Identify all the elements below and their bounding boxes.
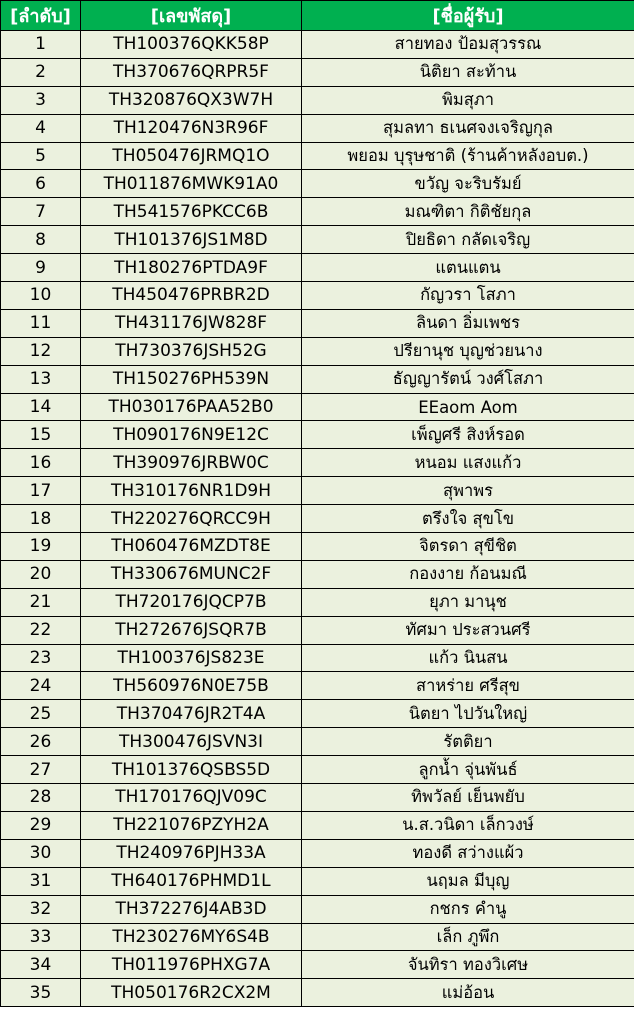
tracking-number: TH221076PZYH2A (81, 811, 302, 839)
row-number: 8 (1, 226, 81, 254)
tracking-number: TH560976N0E75B (81, 672, 302, 700)
recipient-name: แก้ว นินสน (302, 644, 634, 672)
row-number: 26 (1, 728, 81, 756)
table-row (1, 923, 634, 951)
recipient-name: มณฑิตา กิติชัยกุล (302, 198, 634, 226)
tracking-number: TH541576PKCC6B (81, 198, 302, 226)
recipient-name: หนอม แสงแก้ว (302, 449, 634, 477)
tracking-number: TH372276J4AB3D (81, 895, 302, 923)
tracking-number: TH370476JR2T4A (81, 700, 302, 728)
recipient-name: EEaom Aom (302, 393, 634, 421)
row-number: 22 (1, 616, 81, 644)
tracking-number: TH431176JW828F (81, 309, 302, 337)
row-number: 4 (1, 114, 81, 142)
header-row (1, 1, 634, 31)
tracking-number: TH101376QSBS5D (81, 756, 302, 784)
table-row (1, 588, 634, 616)
tracking-number: TH101376JS1M8D (81, 226, 302, 254)
table-row (1, 895, 634, 923)
row-number: 25 (1, 700, 81, 728)
tracking-number: TH730376JSH52G (81, 337, 302, 365)
recipient-name: กองงาย ก้อนมณี (302, 560, 634, 588)
recipient-name: แตนแตน (302, 254, 634, 282)
table-row (1, 951, 634, 979)
table-row (1, 170, 634, 198)
row-number: 19 (1, 533, 81, 561)
row-number: 12 (1, 337, 81, 365)
tracking-number: TH220276QRCC9H (81, 505, 302, 533)
recipient-name: ปิยธิดา กลัดเจริญ (302, 226, 634, 254)
tracking-number: TH150276PH539N (81, 365, 302, 393)
recipient-name: สุพาพร (302, 477, 634, 505)
header-tracking: [เลขพัสดุ] (81, 1, 302, 31)
recipient-name: จันทิรา ทองวิเศษ (302, 951, 634, 979)
recipient-name: พิมสุภา (302, 86, 634, 114)
recipient-name: สายทอง ป้อมสุวรรณ (302, 31, 634, 59)
tracking-number: TH390976JRBW0C (81, 449, 302, 477)
recipient-name: แม่อ้อน (302, 979, 634, 1007)
table-row (1, 309, 634, 337)
table-row (1, 700, 634, 728)
row-number: 13 (1, 365, 81, 393)
row-number: 30 (1, 839, 81, 867)
table-row (1, 58, 634, 86)
recipient-name: ลินดา อิ่มเพชร (302, 309, 634, 337)
table-row (1, 282, 634, 310)
table-row (1, 421, 634, 449)
table-row (1, 839, 634, 867)
table-row (1, 114, 634, 142)
tracking-number: TH050476JRMQ1O (81, 142, 302, 170)
tracking-number: TH120476N3R96F (81, 114, 302, 142)
tracking-number: TH100376JS823E (81, 644, 302, 672)
table-row (1, 198, 634, 226)
tracking-number: TH330676MUNC2F (81, 560, 302, 588)
row-number: 5 (1, 142, 81, 170)
tracking-number: TH300476JSVN3I (81, 728, 302, 756)
tracking-number: TH100376QKK58P (81, 31, 302, 59)
table-row (1, 142, 634, 170)
tracking-number: TH370676QRPR5F (81, 58, 302, 86)
tracking-number: TH240976PJH33A (81, 839, 302, 867)
tracking-number: TH090176N9E12C (81, 421, 302, 449)
header-recipient: [ชื่อผู้รับ] (302, 1, 634, 31)
recipient-name: ทิพวัลย์ เย็นพยับ (302, 784, 634, 812)
recipient-name: สุมลทา ธเนศจงเจริญกุล (302, 114, 634, 142)
recipient-name: เล็ก ภูพึก (302, 923, 634, 951)
recipient-name: ยุภา มานุช (302, 588, 634, 616)
row-number: 27 (1, 756, 81, 784)
table-row (1, 728, 634, 756)
tracking-number: TH640176PHMD1L (81, 867, 302, 895)
table-row (1, 811, 634, 839)
row-number: 35 (1, 979, 81, 1007)
row-number: 9 (1, 254, 81, 282)
tracking-number: TH230276MY6S4B (81, 923, 302, 951)
row-number: 32 (1, 895, 81, 923)
recipient-name: ทองดี สว่างแผ้ว (302, 839, 634, 867)
tracking-number: TH310176NR1D9H (81, 477, 302, 505)
recipient-name: ธัญญารัตน์ วงศ์โสภา (302, 365, 634, 393)
table-row (1, 86, 634, 114)
table-row (1, 337, 634, 365)
row-number: 31 (1, 867, 81, 895)
recipient-name: ลูกน้ำ จุ่นพันธ์ (302, 756, 634, 784)
row-number: 33 (1, 923, 81, 951)
row-number: 17 (1, 477, 81, 505)
row-number: 20 (1, 560, 81, 588)
table-row (1, 616, 634, 644)
row-number: 7 (1, 198, 81, 226)
tracking-number: TH050176R2CX2M (81, 979, 302, 1007)
tracking-number: TH011976PHXG7A (81, 951, 302, 979)
recipient-name: เพ็ญศรี สิงห์รอด (302, 421, 634, 449)
table-row (1, 449, 634, 477)
recipient-name: กชกร คำนู (302, 895, 634, 923)
row-number: 23 (1, 644, 81, 672)
recipient-name: ขวัญ จะริบรัมย์ (302, 170, 634, 198)
table-row (1, 505, 634, 533)
table-row (1, 644, 634, 672)
recipient-name: พยอม บุรุษชาติ (ร้านค้าหลังอบต.) (302, 142, 634, 170)
tracking-number: TH170176QJV09C (81, 784, 302, 812)
recipient-name: น.ส.วนิดา เล็กวงษ์ (302, 811, 634, 839)
tracking-number: TH720176JQCP7B (81, 588, 302, 616)
row-number: 11 (1, 309, 81, 337)
row-number: 18 (1, 505, 81, 533)
recipient-name: รัตติยา (302, 728, 634, 756)
row-number: 10 (1, 282, 81, 310)
tracking-number: TH450476PRBR2D (81, 282, 302, 310)
table-body (1, 31, 634, 1007)
recipient-name: นฤมล มีบุญ (302, 867, 634, 895)
row-number: 29 (1, 811, 81, 839)
recipient-name: นิติยา สะท้าน (302, 58, 634, 86)
table-row (1, 477, 634, 505)
tracking-number: TH030176PAA52B0 (81, 393, 302, 421)
recipient-name: ตรึงใจ สุขโข (302, 505, 634, 533)
table-row (1, 784, 634, 812)
recipient-name: ทัศมา ประสวนศรี (302, 616, 634, 644)
table-row (1, 31, 634, 59)
header-number: [ลำดับ] (1, 1, 81, 31)
table-row (1, 756, 634, 784)
recipient-name: ปรียานุช บุญช่วยนาง (302, 337, 634, 365)
tracking-number: TH272676JSQR7B (81, 616, 302, 644)
row-number: 34 (1, 951, 81, 979)
row-number: 21 (1, 588, 81, 616)
row-number: 2 (1, 58, 81, 86)
row-number: 16 (1, 449, 81, 477)
row-number: 6 (1, 170, 81, 198)
recipient-name: สาหร่าย ศรีสุข (302, 672, 634, 700)
tracking-number: TH060476MZDT8E (81, 533, 302, 561)
row-number: 15 (1, 421, 81, 449)
table-row (1, 226, 634, 254)
row-number: 1 (1, 31, 81, 59)
table-row (1, 533, 634, 561)
tracking-number: TH180276PTDA9F (81, 254, 302, 282)
tracking-number: TH011876MWK91A0 (81, 170, 302, 198)
recipient-name: จิตรดา สุขีชิต (302, 533, 634, 561)
table-row (1, 979, 634, 1007)
tracking-number: TH320876QX3W7H (81, 86, 302, 114)
table-row (1, 560, 634, 588)
table-row (1, 867, 634, 895)
row-number: 3 (1, 86, 81, 114)
row-number: 14 (1, 393, 81, 421)
table-row (1, 365, 634, 393)
recipient-name: กัญวรา โสภา (302, 282, 634, 310)
row-number: 24 (1, 672, 81, 700)
row-number: 28 (1, 784, 81, 812)
table-row (1, 393, 634, 421)
recipient-name: นิตยา ไปวันใหญ่ (302, 700, 634, 728)
table-row (1, 672, 634, 700)
table-row (1, 254, 634, 282)
